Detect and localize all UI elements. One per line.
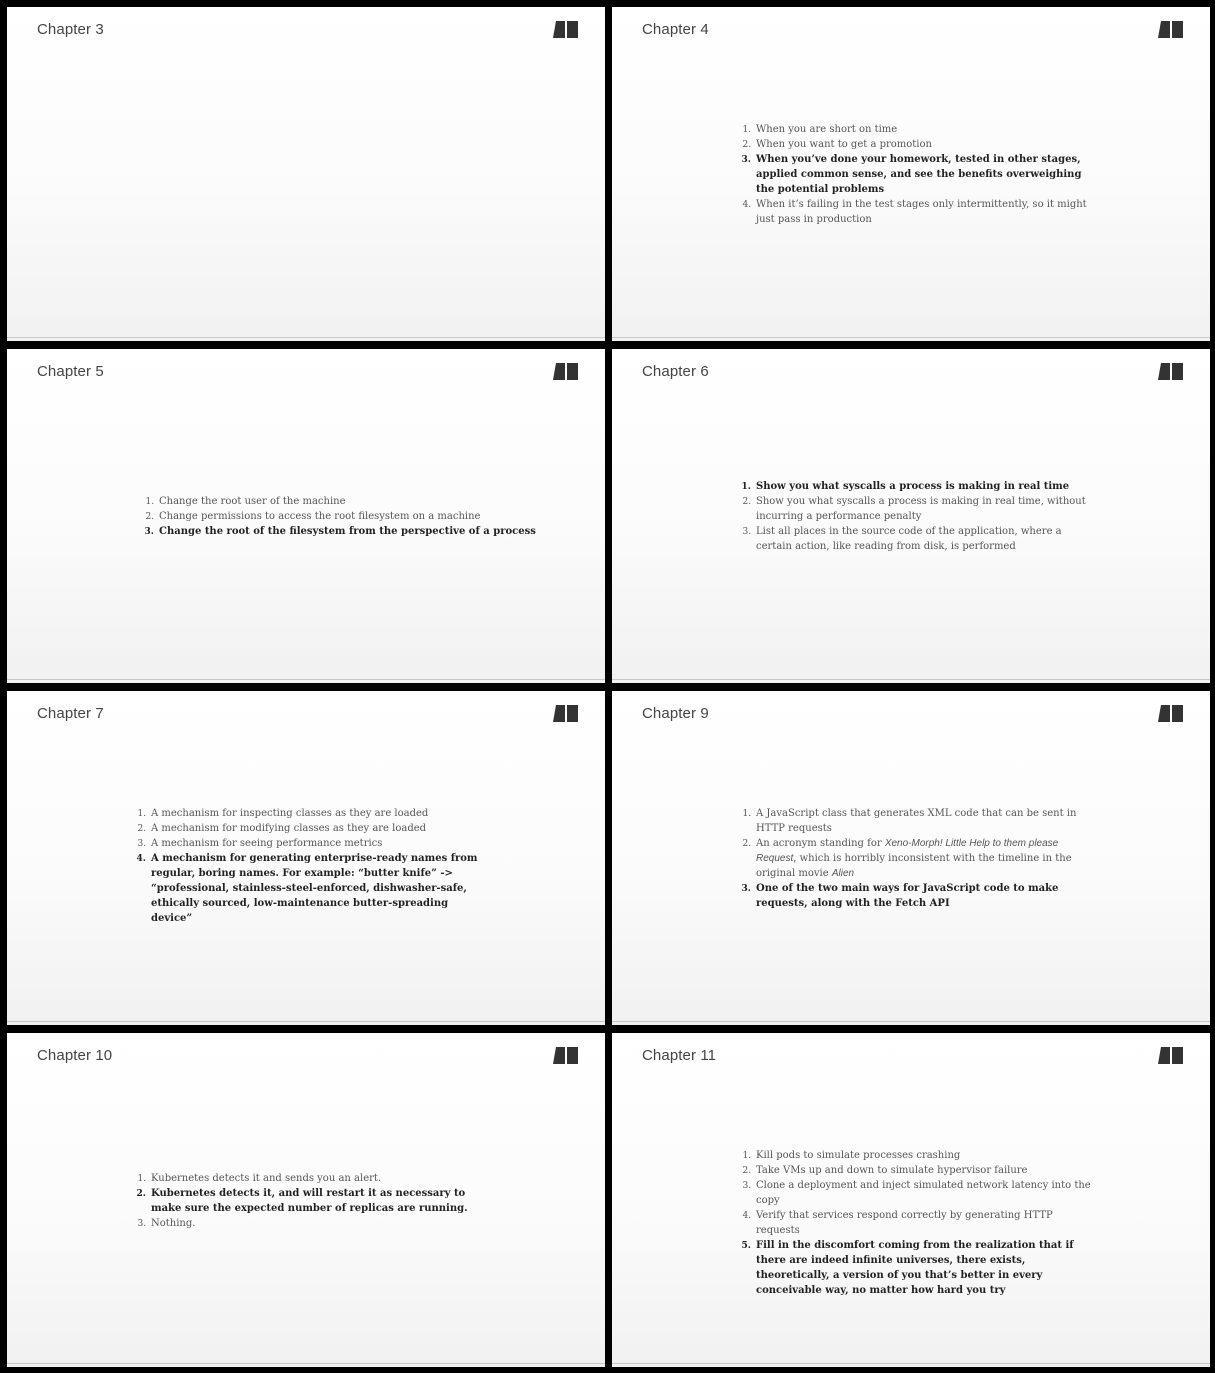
slide-chapter-10[interactable] [7,1033,605,1367]
slide-chapter-11[interactable] [612,1033,1210,1367]
answer-option: 1. When you are short on time [754,122,1088,137]
slide-title: Chapter 11 [642,1047,717,1064]
answer-list [743,479,1088,554]
answer-option: 2. A mechanism for modifying classes as they are loaded [149,821,483,836]
answer-list [138,806,483,926]
slide-title: Chapter 6 [642,363,709,380]
answer-option [754,836,1094,881]
answer-text-italic: Xeno-Morph! Little Help to them please Request [756,838,1059,864]
answer-option-correct: 1. Show you what syscalls a process is making in real time [754,479,1088,494]
book-icon [1158,704,1184,723]
answer-option: 1. Kill pods to simulate processes crashing [754,1148,1094,1163]
slide-chapter-6[interactable] [612,349,1210,683]
book-icon [1158,362,1184,381]
answer-option: 2. Show you what syscalls a process is making in real time, without incurring a performance penalty [754,494,1088,524]
answer-option: 3. A mechanism for seeing performance metrics [149,836,483,851]
book-icon [553,1046,579,1065]
answer-option-correct: 2. Kubernetes detects it, and will restart it as necessary to make sure the expected number of replicas are running. [149,1186,494,1216]
slide-title: Chapter 3 [37,21,104,38]
answer-option: 4. Verify that services respond correctly by generating HTTP requests [754,1208,1094,1238]
book-icon [553,704,579,723]
answer-option: 1. Change the root user of the machine [157,494,537,509]
slide-title: Chapter 10 [37,1047,113,1064]
slide-chapter-9[interactable] [612,691,1210,1025]
answer-option: 1. A JavaScript class that generates XML code that can be sent in HTTP requests [754,806,1094,836]
answer-option-correct: 5. Fill in the discomfort coming from the realization that if there are indeed infinite universes, there exists, theoretically, a version of you that’s better in every conceivable way, no matter how hard you try [754,1238,1094,1298]
answer-list [743,1148,1094,1298]
answer-option: 3. Clone a deployment and inject simulated network latency into the copy [754,1178,1094,1208]
answer-option: 1. A mechanism for inspecting classes as they are loaded [149,806,483,821]
slide-chapter-5[interactable] [7,349,605,683]
slide-title: Chapter 9 [642,705,709,722]
answer-list [138,1171,494,1231]
answer-option-correct: 3. One of the two main ways for JavaScript code to make requests, along with the Fetch API [754,881,1094,911]
answer-option: 4. When it’s failing in the test stages only intermittently, so it might just pass in production [754,197,1088,227]
answer-list [743,806,1094,911]
answer-option-correct: 3. When you’ve done your homework, tested in other stages, applied common sense, and see the benefits overweighing the potential problems [754,152,1088,197]
book-icon [1158,20,1184,39]
answer-text: , which is horribly inconsistent with the timeline in the original movie [756,853,1072,879]
slide-chapter-4[interactable] [612,7,1210,341]
book-icon [1158,1046,1184,1065]
answer-list [743,122,1088,227]
answer-option: 2. Change permissions to access the root filesystem on a machine [157,509,537,524]
answer-option: 3. Nothing. [149,1216,494,1231]
answer-option-correct: 4. A mechanism for generating enterprise-ready names from regular, boring names. For example: “butter knife” -> “professional, stainless-steel-enforced, dishwasher-safe, ethically sourced, low-maintenance butter-spreading device” [149,851,483,926]
slide-title: Chapter 4 [642,21,709,38]
answer-option: 1. Kubernetes detects it and sends you an alert. [149,1171,494,1186]
slide-chapter-7[interactable] [7,691,605,1025]
slide-chapter-3[interactable] [7,7,605,341]
slide-title: Chapter 5 [37,363,104,380]
answer-option: 3. List all places in the source code of the application, where a certain action, like reading from disk, is performed [754,524,1088,554]
answer-option-correct: 3. Change the root of the filesystem from the perspective of a process [157,524,537,539]
book-icon [553,362,579,381]
answer-option: 2. Take VMs up and down to simulate hypervisor failure [754,1163,1094,1178]
slide-title: Chapter 7 [37,705,104,722]
book-icon [553,20,579,39]
answer-list [146,494,537,539]
answer-option: 2. When you want to get a promotion [754,137,1088,152]
answer-text: An acronym standing for [756,838,885,849]
answer-text-italic: Alien [831,868,855,879]
